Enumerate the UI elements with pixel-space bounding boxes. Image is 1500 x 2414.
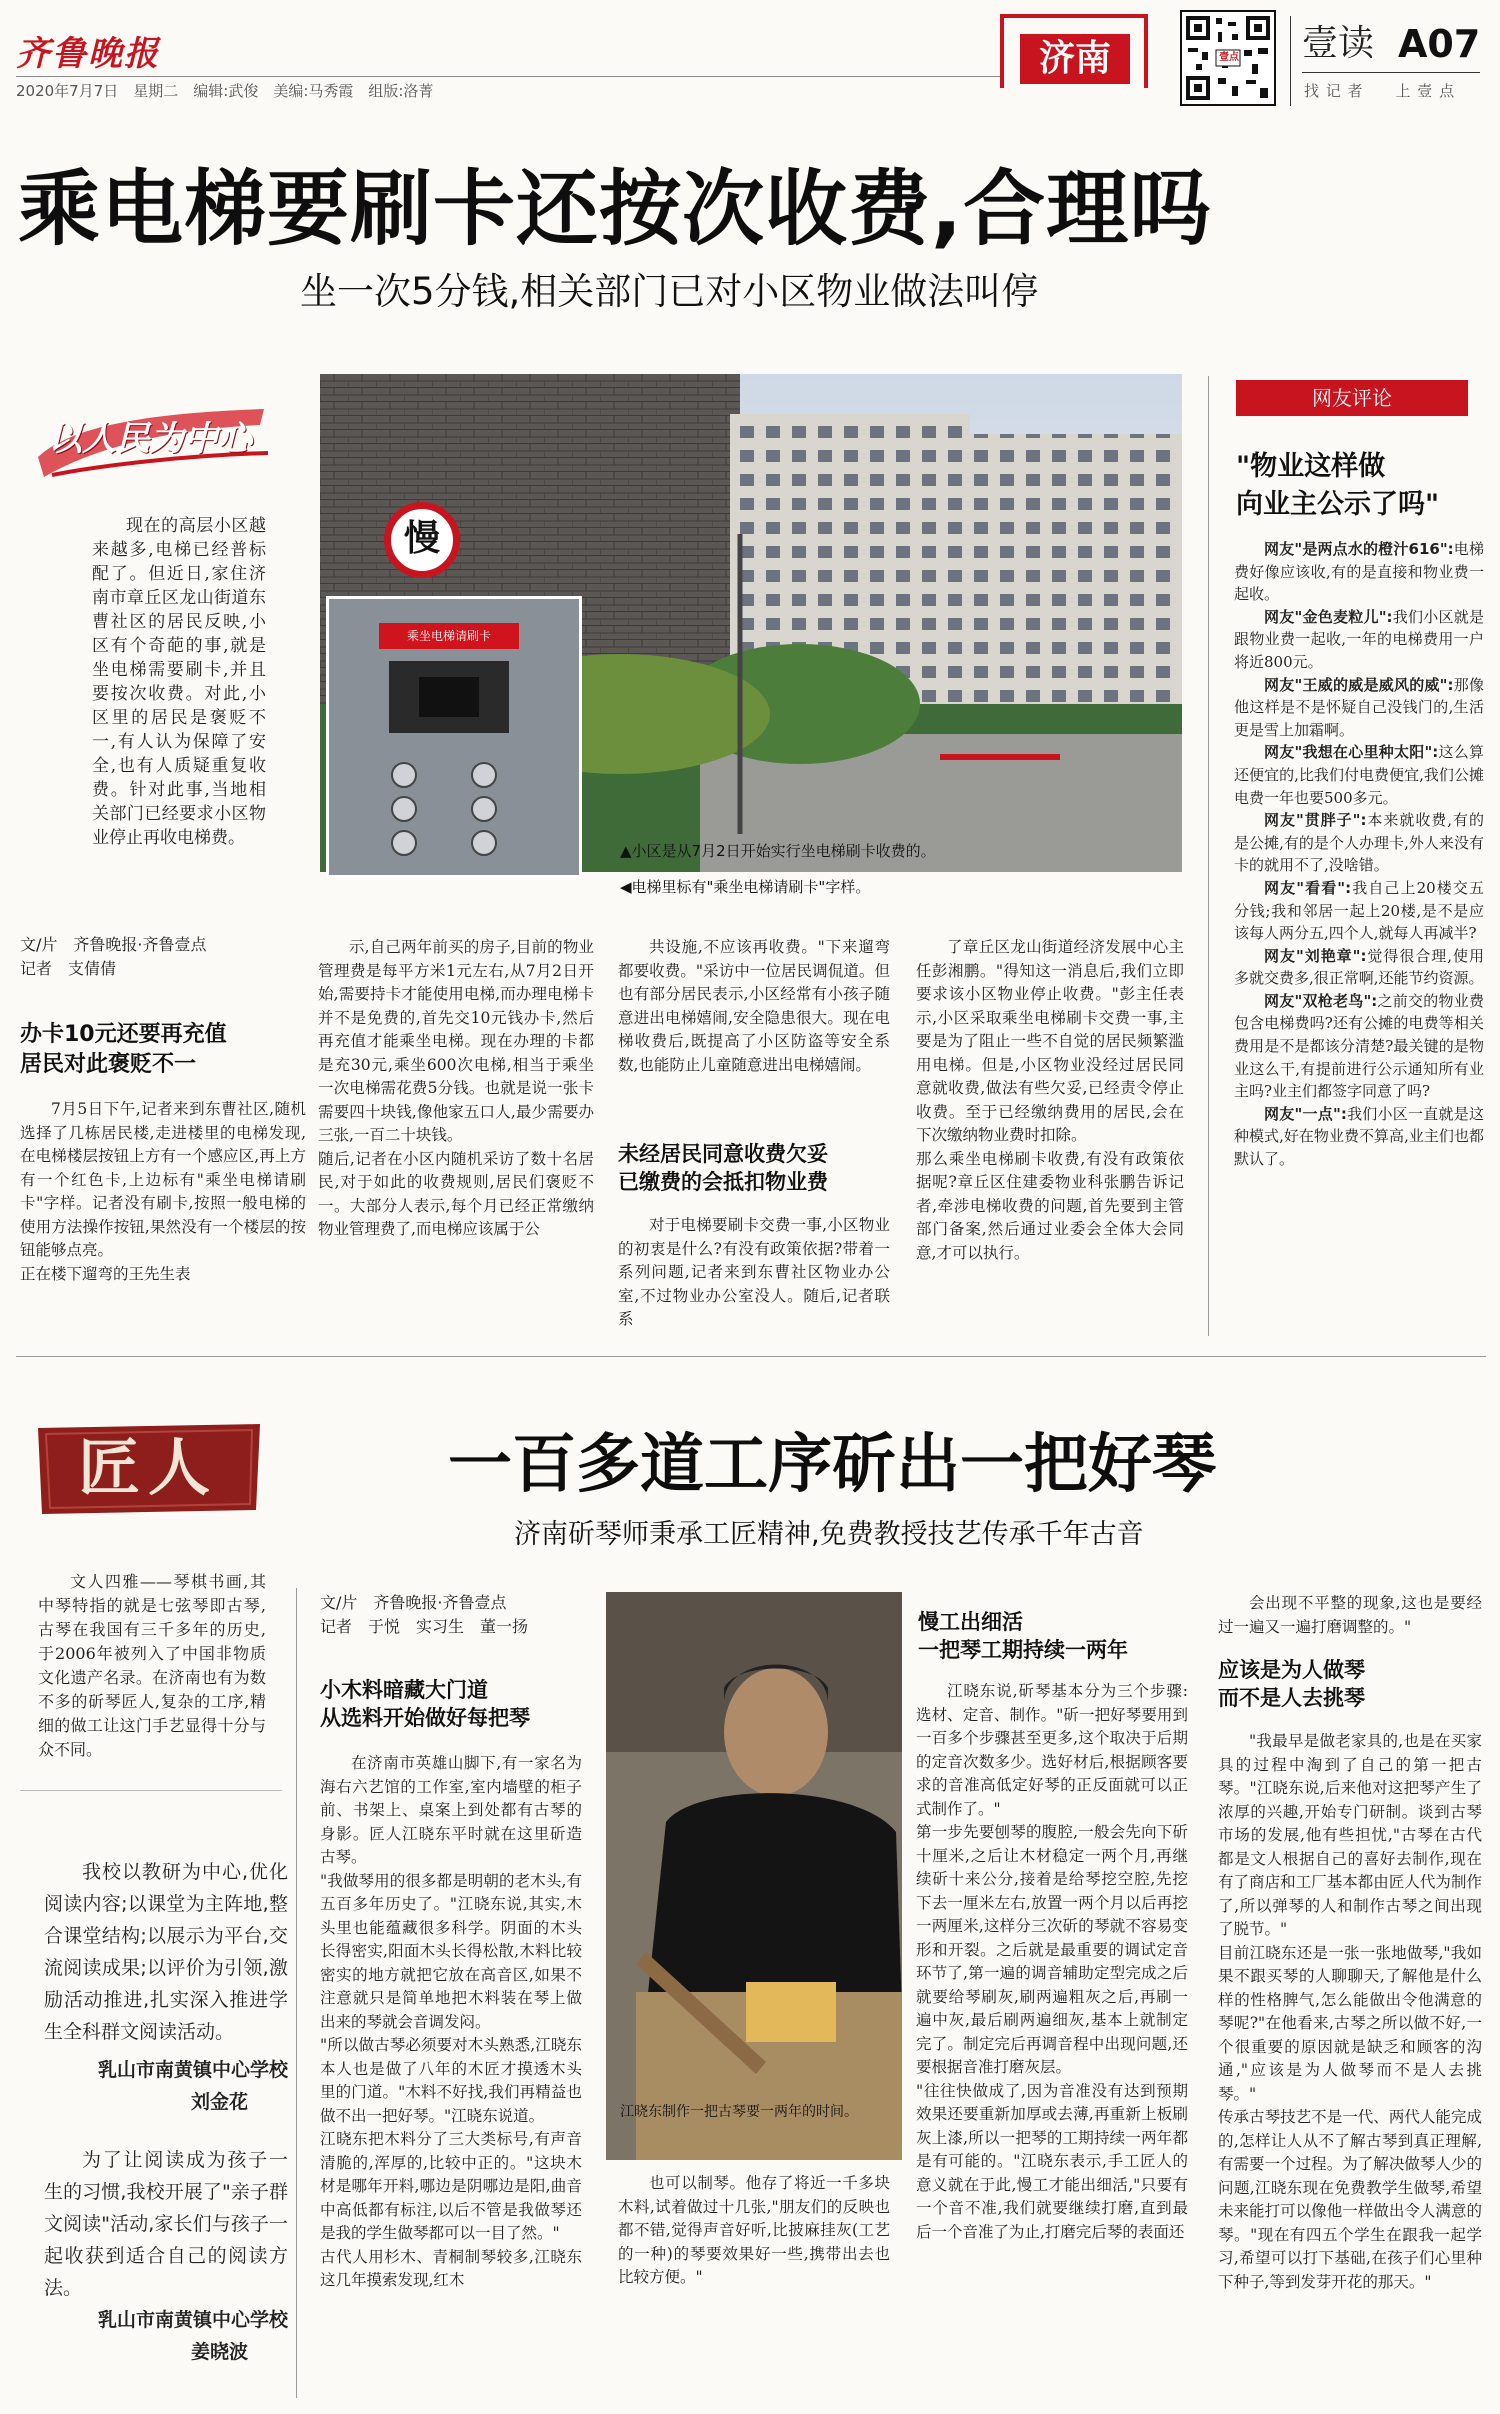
masthead-rule <box>16 76 1001 77</box>
qr-label: 壹点 <box>1219 52 1239 63</box>
craftsman-photo[interactable] <box>606 1592 902 2160</box>
photo-caption-2: ◀电梯里标有"乘坐电梯请刷卡"字样。 <box>620 878 871 896</box>
story2-col-a: 在济南市英雄山脚下,有一家名为海右六艺馆的工作室,室内墙壁的柜子前、书架上、桌案上到处都有古琴的身影。匠人江晓东平时就在这里斫造古琴。 "我做琴用的很多都是明朝的老木头,有五百多年历史了。"江晓东说,其实,木头里也能蕴藏很多科学。阴面的木头长得密实,阳面木头长得松散,木料比较密实的地方就把它放在高音区,如果不注意就只是简单地把木料装在琴上做出来的琴就会音调发闷。 "所以做古琴必须要对木头熟悉,江晓东本人也是做了八年的木匠才摸透木头里的门道。"木料不好找,我们再精益也做不出一把好琴。"江晓东说道。 江晓东把木料分了三大类标号,有声音清脆的,浑厚的,比较中正的。"这块木材是哪年开料,哪边是阴哪边是阳,曲音中高低都有标注,以后不管是我做琴还是我的学生做琴都可以一目了然。" 古代人用杉木、青桐制琴较多,江晓东这几年摸索发现,红木 <box>320 1754 582 2289</box>
story1-headline: 乘电梯要刷卡还按次收费,合理吗 <box>18 162 1213 257</box>
craftsman-photo-icon <box>606 1592 902 2160</box>
comment-item: 网友"刘艳章":觉得很合理,使用多就交费多,很正常啊,还能节约资源。 <box>1234 946 1484 988</box>
story1-subheadline: 坐一次5分钱,相关部门已对小区物业做法叫停 <box>300 270 1039 313</box>
story1-col-1: 7月5日下午,记者来到东曹社区,随机选择了几栋居民楼,走进楼里的电梯发现,在电梯楼层按钮上方有一个感应区,再上方有一个红色卡,上边标有"乘坐电梯请刷卡"字样。记者没有刷卡,按照一般电梯的使用方法操作按钮,果然没有一个楼层的按钮能够点亮。 正在楼下遛弯的王先生表 <box>20 1100 306 1283</box>
story2-byline-2: 记者 于悦 实习生 董一扬 <box>320 1617 529 1636</box>
story2-lead-rule <box>20 1790 282 1791</box>
story1-byline-2: 记者 支倩倩 <box>20 959 117 978</box>
story2-subhead-1: 小木料暗藏大门道 从选料开始做好每把琴 <box>320 1678 530 1730</box>
comments-badge: 网友评论 <box>1236 380 1468 416</box>
people-centered-badge <box>32 395 272 490</box>
newspaper-logo[interactable]: 齐鲁晚报 <box>16 34 160 74</box>
people-centered-label: 以人民为中心 <box>48 419 252 459</box>
date-line: 2020年7月7日 星期二 编辑:武俊 美编:马秀霞 组版:洛菁 <box>16 82 434 100</box>
comment-item: 网友"双枪老鸟":之前交的物业费包含电梯费吗?还有公摊的电费等相关费用是不是都该分清楚?最关键的是物业这么干,有提前进行公示通知所有业主吗?业主们都签字同意了吗? <box>1234 991 1484 1101</box>
comment-item: 网友"我想在心里种太阳":这么算还便宜的,比我们付电费便宜,我们公摊电费一年也要500多元。 <box>1234 743 1484 807</box>
comment-item: 网友"一点":我们小区一直就是这种模式,好在物业费不算高,业主们也都默认了。 <box>1234 1104 1484 1169</box>
story2-col-d1: 会出现不平整的现象,这也是要经过一遍又一遍打磨调整的。" <box>1218 1594 1482 1636</box>
comments-title: "物业这样做 向业主公示了吗" <box>1236 451 1440 520</box>
ad-sign-person-2: 姜晓波 <box>190 2341 248 2363</box>
comments-divider <box>1208 376 1209 1336</box>
story-separator <box>16 1356 1486 1357</box>
comment-item: 网友"看看":我自己上20楼交五分钱;我和邻居一起上20楼,是不是应该每人两分五,四个人,就每人再减半? <box>1234 878 1484 943</box>
comment-item: 网友"是两点水的橙汁616":电梯费好像应该收,有的是直接和物业费一起收。 <box>1234 540 1484 604</box>
story2-col-d2: "我最早是做老家具的,也是在买家具的过程中淘到了自己的第一把古琴。"江晓东说,后来他对这把琴产生了浓厚的兴趣,开始专门研制。谈到古琴市场的发展,他有些担忧,"古琴在古代都是文人根据自己的喜好去制作,现在有了商店和工厂基本都由匠人代为制作了,所以弹琴的人和制作古琴之间出现了脱节。" 目前江晓东还是一张一张地做琴,"我如果不跟买琴的人聊聊天,了解他是什么样的性格脾气,怎么能做出令他满意的琴呢?"在他看来,古琴之所以做不好,一个很重要的原因就是缺乏和顾客的沟通,"应该是为人做琴而不是人去挑琴。" 传承古琴技艺不是一代、两代人能完成的,怎样让人从不了解古琴到真正理解,有需要一个过程。为了解决做琴人少的问题,江晓东现在免费教学生做琴,希望未来能打可以像他一样做出令人满意的琴。"现在有四五个学生在跟我一起学习,希望可以打下基础,在孩子们心里种下种子,等到发芽开花的那天。" <box>1218 1732 1482 2291</box>
story2-byline-1: 文/片 齐鲁晚报·齐鲁壹点 <box>320 1593 507 1612</box>
elevator-swipe-sign: 乘坐电梯请刷卡 <box>379 623 519 649</box>
comment-item: 网友"金色麦粒儿":我们小区就是跟物业费一起收,一年的电梯费用一户将近800元。 <box>1234 607 1484 671</box>
speed-sign-text: 慢 <box>403 517 440 559</box>
ad-sign-school-1: 乳山市南黄镇中心学校 <box>97 2059 288 2081</box>
craftsman-badge-label: 匠人 <box>77 1431 218 1504</box>
story2-subhead-2: 慢工出细活 一把琴工期持续一两年 <box>918 1610 1128 1662</box>
photo-caption-1: ▲小区是从7月2日开始实行坐电梯刷卡收费的。 <box>620 842 936 860</box>
masthead-divider <box>1290 16 1291 106</box>
section-tag-jinan[interactable]: 济南 <box>1020 34 1130 84</box>
story2-subheadline: 济南斫琴师秉承工匠精神,免费教授技艺传承千年古音 <box>514 1519 1144 1550</box>
qr-code[interactable] <box>1180 10 1276 106</box>
story1-lead: 现在的高层小区越来越多,电梯已经普标配了。但近日,家住济南市章丘区龙山街道东曹社区的居民反映,小区有个奇葩的事,就是坐电梯需要刷卡,并且要按次收费。对此,小区里的居民是褒贬不一,有人认为保障了安全,也有人质疑重复收费。针对此事,当地相关部门已经要求小区物业停止再收电梯费。 <box>92 516 266 848</box>
craftsman-badge <box>28 1418 268 1518</box>
story1-byline-1: 文/片 齐鲁晚报·齐鲁壹点 <box>20 935 207 954</box>
slogan: 找 记 者 上 壹 点 <box>1304 82 1456 100</box>
story2-headline: 一百多道工序斫出一把好琴 <box>448 1428 1216 1502</box>
story1-col-4: 了章丘区龙山街道经济发展中心主任彭湘鹏。"得知这一消息后,我们立即要求该小区物业停止收费。"彭主任表示,小区采取乘坐电梯刷卡交费一事,主要是为了阻止一些不自觉的居民频繁滥用电梯。但是,小区物业没经过居民同意就收费,做法有些欠妥,已经责令停止收费。至于已经缴纳费用的居民,会在下次缴纳物业费时扣除。 那么乘坐电梯刷卡收费,有没有政策依据呢?章丘区住建委物业科张鹏告诉记者,牵涉电梯收费的问题,首先要到主管部门备案,然后通过业委会全体大会同意,才可以执行。 <box>916 938 1184 1262</box>
comments-list <box>1234 538 1484 1338</box>
page-number-rule <box>1302 72 1480 73</box>
reading-ad: 我校以教研为中心,优化阅读内容;以课堂为主阵地,整合课堂结构;以展示为平台,交流阅读成果;以评价为引领,激励活动推进,扎实深入推进学生全科群文阅读活动。 乳山市南黄镇中心学校 刘金花 为了让阅读成为孩子一生的习惯,我校开展了"亲子群文阅读"活动,家长们与孩子一起收获到适合自己的阅读方法。 乳山市南黄镇中心学校 姜晓波 <box>44 1856 288 2396</box>
craftsman-photo-caption: 江晓东制作一把古琴要一两年的时间。 <box>620 2104 858 2120</box>
ad-sign-person-1: 刘金花 <box>190 2091 248 2113</box>
story2-subhead-3: 应该是为人做琴 而不是人去挑琴 <box>1218 1658 1365 1710</box>
story2-lead: 文人四雅——琴棋书画,其中琴特指的就是七弦琴即古琴,古琴在我国有三千多年的历史,于2006年被列入了中国非物质文化遗产名录。在济南也有为数不多的斫琴匠人,复杂的工序,精细的做工让这门手艺显得十分与众不同。 <box>38 1572 266 1759</box>
story2-left-divider <box>296 1588 297 2398</box>
story1-subhead-1: 办卡10元还要再充值 居民对此褒贬不一 <box>20 1022 227 1077</box>
story2-col-b-bottom: 也可以制琴。他存了将近一千多块木料,试着做过十几张,"朋友们的反映也都不错,觉得声音好听,比披麻挂灰(工艺的一种)的琴要效果好一些,携带出去也比较方便。" <box>618 2174 890 2286</box>
story1-col-3a: 共设施,不应该再收费。"下来遛弯都要收费。"采访中一位居民调侃道。但也有部分居民表示,小区经常有小孩子随意进出电梯嬉闹,安全隐患很大。现在电梯收费后,既提高了小区防盗等安全系数,也能防止儿童随意进出电梯嬉闹。 <box>618 938 890 1074</box>
page-number: A07 <box>1398 22 1481 66</box>
story1-col-3b: 对于电梯要刷卡交费一事,小区物业的初衷是什么?有没有政策依据?带着一系列问题,记者来到东曹社区物业办公室,不过物业办公室没人。随后,记者联系 <box>618 1216 890 1328</box>
story1-subhead-2: 未经居民同意收费欠妥 已缴费的会抵扣物业费 <box>618 1142 828 1194</box>
comment-item: 网友"贯胖子":本来就收费,有的是公摊,有的是个人办理卡,外人来没有卡的就用不了,没啥错。 <box>1234 811 1484 875</box>
elevator-inset-photo[interactable] <box>326 596 582 878</box>
page-section-label: 壹读 <box>1302 23 1375 64</box>
comment-item: 网友"王威的威是威风的威":那像他这样是不是怀疑自己没钱门的,生活更是雪上加霜啊。 <box>1234 675 1484 739</box>
ad-sign-school-2: 乳山市南黄镇中心学校 <box>97 2309 288 2331</box>
story1-col-2: 示,自己两年前买的房子,目前的物业管理费是每平方米1元左右,从7月2日开始,需要持卡才能使用电梯,而办理电梯卡并不是免费的,首先交10元钱办卡,然后再充值才能乘坐电梯。现在办理的卡都是充30元,乘坐600次电梯,相当于乘坐一次电梯需花费5分钱。也就是说一张卡需要四十块钱,像他家五口人,最少需要办三张,一百二十块钱。 随后,记者在小区内随机采访了数十名居民,对于如此的收费规则,居民们褒贬不一。大部分人表示,每个月已经正常缴纳物业管理费了,而电梯应该属于公 <box>318 938 594 1238</box>
story2-col-c: 江晓东说,斫琴基本分为三个步骤:选材、定音、制作。"斫一把好琴要用到一百多个步骤甚至更多,这个取决于后期的定音次数多少。选好材后,根据顾客要求的音准高低定好琴的正反面就可以正式制作了。" 第一步先要刨琴的腹腔,一般会先向下斫十厘米,之后让木材稳定一两个月,再继续斫十来公分,接着是给琴挖空腔,先挖下去一厘米左右,放置一两个月以后再挖一两厘米,这样分三次斫的琴就不容易变形和开裂。之后就是最重要的调试定音环节了,第一遍的调音辅助定型完成之后就要给琴刷灰,刷两遍粗灰之后,再刷一遍中灰,最后刷两遍细灰,基本上就制定完了。制定完后再调音程中出现问题,还要根据音准打磨灰层。 "往往快做成了,因为音准没有达到预期效果还要重新加厚或去薄,再重新上板刷灰上漆,所以一把琴的工期持续一两年都是有可能的。"江晓东表示,手工匠人的意义就在于此,慢工才能出细活,"只要有一个音不准,我们就要继续打磨,直到最后一个音准了为止,打磨完后琴的表面还 <box>916 1682 1188 2241</box>
